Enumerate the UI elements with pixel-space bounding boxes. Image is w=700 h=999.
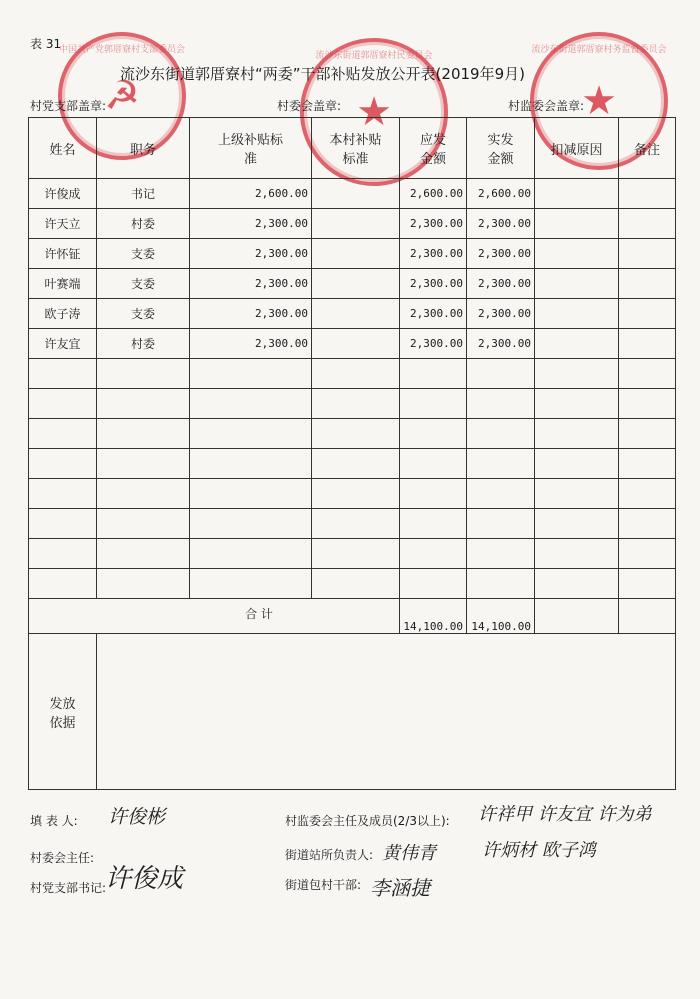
cell-paid: 2,600.00 (467, 179, 535, 209)
cell-upper: 2,300.00 (190, 269, 312, 299)
table-row (29, 269, 676, 299)
empty-row (29, 419, 676, 449)
cell-note (619, 329, 676, 359)
star-icon: ★ (581, 78, 617, 124)
cell-note (619, 269, 676, 299)
col-header-role: 职务 (97, 118, 190, 179)
hammer-sickle-icon: ☭ (104, 73, 140, 119)
cell-due: 2,600.00 (400, 179, 467, 209)
committee-seal-label: 村委会盖章: (277, 99, 342, 113)
empty-row (29, 479, 676, 509)
cell-note (619, 239, 676, 269)
cell-upper: 2,600.00 (190, 179, 312, 209)
cell-name: 许怀钲 (29, 239, 97, 269)
page-label: 表 31 (30, 37, 62, 51)
cell-village (312, 269, 400, 299)
total-label: 合 计 (29, 599, 400, 634)
empty-row (29, 509, 676, 539)
col-header-due-amount: 应发金额 (400, 118, 467, 179)
cell-reason (535, 299, 619, 329)
cell-village (312, 239, 400, 269)
table-header-row (29, 118, 676, 179)
village-committee-seal-text: 流沙东街道郭厝寮村民委员会 (315, 51, 433, 61)
street-cadre-label: 街道包村干部: (285, 878, 362, 892)
cell-paid: 2,300.00 (467, 329, 535, 359)
cell-reason (535, 269, 619, 299)
cell-village (312, 329, 400, 359)
party-seal-label: 村党支部盖章: (30, 99, 107, 113)
supervision-signatures-line2: 许炳材 欧子鸿 (482, 840, 596, 861)
cell-due: 2,300.00 (400, 209, 467, 239)
table-row (29, 299, 676, 329)
cell-due: 2,300.00 (400, 329, 467, 359)
cell-note (619, 299, 676, 329)
cell-village (312, 299, 400, 329)
cell-village (312, 179, 400, 209)
basis-row (29, 634, 676, 790)
cell-role: 村委 (97, 329, 190, 359)
col-header-paid-amount: 实发金额 (467, 118, 535, 179)
cell-village (312, 209, 400, 239)
table-row (29, 329, 676, 359)
cell-name: 许友宜 (29, 329, 97, 359)
cell-role: 支委 (97, 299, 190, 329)
supervision-label: 村监委会主任及成员(2/3以上): (285, 814, 450, 828)
table-row (29, 239, 676, 269)
table-row (29, 179, 676, 209)
cell-upper: 2,300.00 (190, 239, 312, 269)
party-seal-text: 中国共产党郭厝寮村支部委员会 (58, 45, 186, 55)
cell-role: 村委 (97, 209, 190, 239)
cell-reason (535, 209, 619, 239)
cell-paid: 2,300.00 (467, 209, 535, 239)
table-row (29, 209, 676, 239)
cell-due: 2,300.00 (400, 269, 467, 299)
col-header-upper-standard: 上级补贴标准 (190, 118, 312, 179)
station-label: 街道站所负责人: (285, 848, 374, 862)
filler-signature: 许俊彬 (108, 806, 166, 828)
supervision-seal-label: 村监委会盖章: (508, 99, 585, 113)
empty-row (29, 359, 676, 389)
empty-row (29, 389, 676, 419)
cell-paid: 2,300.00 (467, 269, 535, 299)
subsidy-table (28, 117, 676, 790)
filler-label: 填 表 人: (30, 814, 78, 828)
cell-reason (535, 239, 619, 269)
col-header-remarks: 备注 (619, 118, 676, 179)
station-signature: 黄伟青 (382, 843, 436, 864)
col-header-deduction-reason: 扣减原因 (535, 118, 619, 179)
cell-role: 支委 (97, 239, 190, 269)
cell-name: 许俊成 (29, 179, 97, 209)
star-icon: ★ (356, 89, 392, 135)
total-row (29, 599, 676, 634)
page-title: 流沙东街道郭厝寮村“两委”干部补贴发放公开表(2019年9月) (120, 65, 525, 83)
cell-upper: 2,300.00 (190, 329, 312, 359)
cell-role: 支委 (97, 269, 190, 299)
total-paid: 14,100.00 (467, 599, 535, 634)
col-header-name: 姓名 (29, 118, 97, 179)
col-header-village-standard: 本村补贴标准 (312, 118, 400, 179)
street-cadre-signature: 李涵捷 (370, 876, 430, 900)
cell-paid: 2,300.00 (467, 299, 535, 329)
empty-row (29, 449, 676, 479)
cell-due: 2,300.00 (400, 299, 467, 329)
committee-head-label: 村委会主任: (30, 851, 95, 865)
cell-name: 欧子涛 (29, 299, 97, 329)
basis-content (97, 634, 676, 790)
cell-reason (535, 179, 619, 209)
party-secretary-label: 村党支部书记: (30, 881, 107, 895)
cell-name: 叶赛端 (29, 269, 97, 299)
cell-upper: 2,300.00 (190, 299, 312, 329)
supervision-seal-text: 流沙东街道郭厝寮村务监督委员会 (531, 45, 667, 55)
cell-reason (535, 329, 619, 359)
cell-paid: 2,300.00 (467, 239, 535, 269)
party-secretary-signature: 许俊成 (105, 864, 184, 894)
cell-role: 书记 (97, 179, 190, 209)
empty-row (29, 539, 676, 569)
cell-note (619, 179, 676, 209)
cell-upper: 2,300.00 (190, 209, 312, 239)
supervision-signatures: 许祥甲 许友宜 许为弟 (478, 804, 652, 825)
cell-note (619, 209, 676, 239)
cell-name: 许天立 (29, 209, 97, 239)
total-due: 14,100.00 (400, 599, 467, 634)
basis-label: 发放依据 (29, 634, 97, 790)
cell-due: 2,300.00 (400, 239, 467, 269)
empty-row (29, 569, 676, 599)
